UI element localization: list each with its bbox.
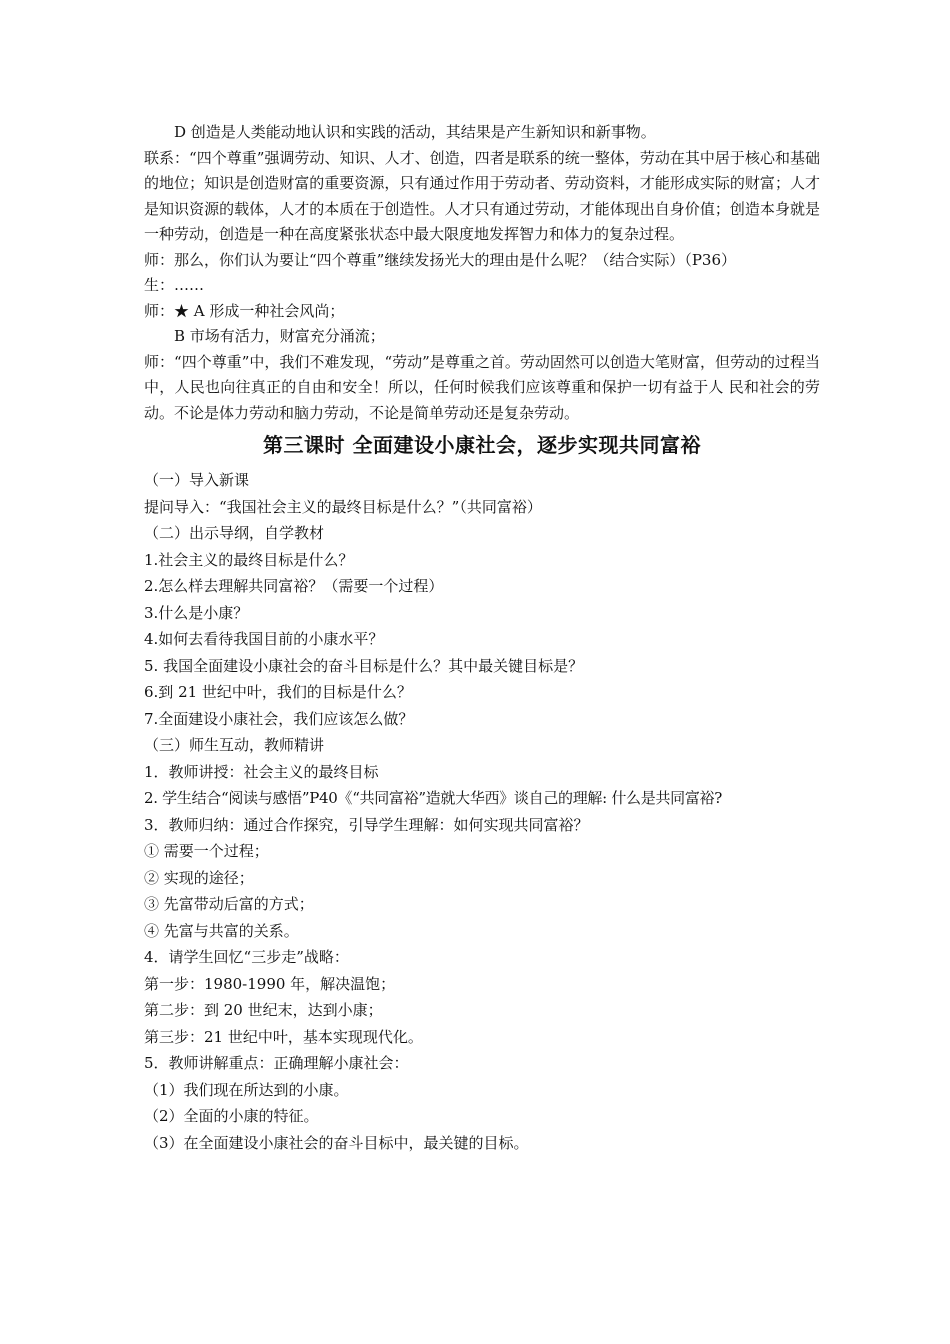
list-item: 6.到 21 世纪中叶，我们的目标是什么？ [144, 683, 412, 701]
paragraph-teacher-a: 师：★ A 形成一种社会风尚； [144, 301, 345, 320]
list-item: ② 实现的途径； [144, 868, 254, 887]
list-item: 第三步：21 世纪中叶，基本实现现代化。 [144, 1027, 423, 1046]
list-item: （2）全面的小康的特征。 [144, 1107, 319, 1125]
list-item: 第一步：1980-1990 年，解决温饱； [144, 974, 396, 993]
list-item: 1.社会主义的最终目标是什么？ [144, 550, 354, 569]
list-item: 7.全面建设小康社会，我们应该怎么做？ [144, 709, 414, 728]
list-item: 2.怎么样去理解共同富裕？（需要一个过程） [144, 577, 444, 595]
document-body [144, 120, 820, 1156]
list-item: 4．请学生回忆“三步走”战略： [144, 948, 349, 966]
paragraph-teacher-b: B 市场有活力，财富充分涌流； [174, 327, 385, 345]
paragraph-teacher-labor: 师：“四个尊重”中，我们不难发现，“劳动”是尊重之首。劳动固然可以创造大笔财富，但劳动的过程当中，人民也向往真正的自由和安全！所以，任何时候我们应该尊重和保护一切有益于人 民和社会的劳动。不论是体力劳动和脑力劳动，不论是简单劳动还是复杂劳动。 [144, 352, 820, 422]
paragraph-teacher-question: 师：那么，你们认为要让“四个尊重”继续发扬光大的理由是什么呢？（结合实际）（P36） [144, 250, 737, 269]
list-item: 5．教师讲解重点：正确理解小康社会： [144, 1054, 409, 1072]
list-item: 2. 学生结合“阅读与感悟”P40《“共同富裕”造就大华西》谈自己的理解: 什么是共同富裕? [144, 789, 723, 807]
section-lesson-three [144, 467, 820, 1156]
list-item: （三）师生互动，教师精讲 [144, 736, 325, 754]
paragraph-student-answer: 生：…… [144, 276, 205, 294]
section-continuation [144, 120, 820, 426]
list-item: ① 需要一个过程； [144, 842, 269, 860]
list-item: 提问导入：“我国社会主义的最终目标是什么？”（共同富裕） [144, 497, 542, 516]
list-item: 第二步：到 20 世纪末，达到小康； [144, 1001, 383, 1019]
list-item: ③ 先富带动后富的方式； [144, 895, 314, 913]
list-item: ④ 先富与共富的关系。 [144, 921, 299, 940]
list-item: 3.什么是小康？ [144, 603, 249, 622]
list-item: （1）我们现在所达到的小康。 [144, 1080, 349, 1099]
list-item: 4.如何去看待我国目前的小康水平？ [144, 630, 384, 648]
paragraph-d: D 创造是人类能动地认识和实践的活动，其结果是产生新知识和新事物。 [174, 123, 656, 141]
paragraph-connection: 联系：“四个尊重”强调劳动、知识、人才、创造，四者是联系的统一整体，劳动在其中居于核心和基础的地位；知识是创造财富的重要资源，只有通过作用于劳动者、劳动资料，才能形成实际的财富；人才是知识资源的载体，人才的本质在于创造性。人才只有通过劳动，才能体现出自身价值；创造本身就是一种劳动，创造是一种在高度紧张状态中最大限度地发挥智力和体力的复杂过程。 [144, 148, 820, 243]
list-item: （一）导入新课 [144, 471, 250, 489]
lesson-title: 第三课时 全面建设小康社会，逐步实现共同富裕 [263, 433, 701, 457]
list-item: 3．教师归纳：通过合作探究，引导学生理解：如何实现共同富裕？ [144, 815, 589, 834]
list-item: 5. 我国全面建设小康社会的奋斗目标是什么？其中最关键目标是？ [144, 656, 584, 675]
list-item: 1．教师讲授：社会主义的最终目标 [144, 762, 379, 781]
list-item: （3）在全面建设小康社会的奋斗目标中，最关键的目标。 [144, 1133, 529, 1152]
list-item: （二）出示导纲，自学教材 [144, 524, 325, 542]
